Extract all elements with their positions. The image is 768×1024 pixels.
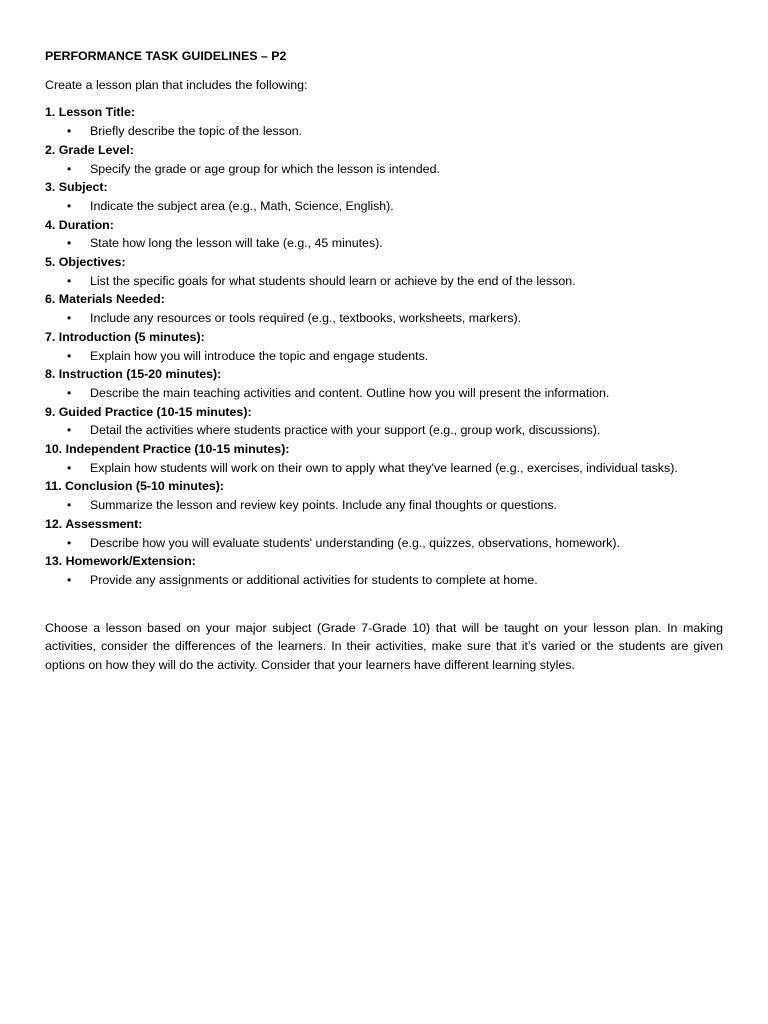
section-item <box>45 477 723 514</box>
bullet-text: Provide any assignments or additional activities for students to complete at home. <box>90 572 538 587</box>
section-item <box>45 552 723 589</box>
bullet-icon: • <box>67 273 72 288</box>
section-item <box>45 515 723 552</box>
bullet-text: State how long the lesson will take (e.g., 45 minutes). <box>90 236 383 251</box>
bullet-icon: • <box>67 124 72 139</box>
section-bullet <box>45 496 723 515</box>
bullet-icon: • <box>67 198 72 213</box>
bullet-text: Include any resources or tools required (e.g., textbooks, worksheets, markers). <box>90 311 522 326</box>
section-item <box>45 253 723 290</box>
bullet-icon: • <box>67 348 72 363</box>
section-heading: 1. Lesson Title: <box>45 105 135 120</box>
section-bullet <box>45 534 723 553</box>
bullet-text: Describe how you will evaluate students' understanding (e.g., quizzes, observations, homework). <box>90 535 620 550</box>
section-bullet <box>45 234 723 253</box>
section-item <box>45 216 723 253</box>
section-item <box>45 103 723 140</box>
section-bullet <box>45 122 723 141</box>
bullet-icon: • <box>67 498 72 513</box>
section-bullet <box>45 272 723 291</box>
section-list <box>45 103 723 589</box>
section-bullet <box>45 384 723 403</box>
bullet-icon: • <box>67 161 72 176</box>
bullet-icon: • <box>67 236 72 251</box>
document-title: PERFORMANCE TASK GUIDELINES – P2 <box>45 49 287 63</box>
section-heading: 6. Materials Needed: <box>45 292 165 307</box>
section-bullet <box>45 197 723 216</box>
bullet-text: List the specific goals for what students should learn or achieve by the end of the lesson. <box>90 273 576 288</box>
section-item <box>45 141 723 178</box>
section-heading: 8. Instruction (15-20 minutes): <box>45 367 222 382</box>
bullet-text: Briefly describe the topic of the lesson. <box>90 124 303 139</box>
bullet-icon: • <box>67 535 72 550</box>
section-heading: 5. Objectives: <box>45 255 126 270</box>
closing-paragraph: Choose a lesson based on your major subject (Grade 7-Grade 10) that will be taught on your lesson plan. In making activities, consider the differences of the learners. In their activities, make sure that it’s varied or the students are given options on how they will do the activity. Consider that your learners have different learning styles. <box>45 620 723 673</box>
section-bullet <box>45 160 723 179</box>
bullet-icon: • <box>67 572 72 587</box>
section-item <box>45 178 723 215</box>
bullet-text: Specify the grade or age group for which the lesson is intended. <box>90 161 440 176</box>
bullet-icon: • <box>67 385 72 400</box>
bullet-icon: • <box>67 460 72 475</box>
intro-text: Create a lesson plan that includes the following: <box>45 77 308 92</box>
section-heading: 4. Duration: <box>45 217 114 232</box>
bullet-icon: • <box>67 423 72 438</box>
section-item <box>45 328 723 365</box>
bullet-text: Explain how you will introduce the topic and engage students. <box>90 348 429 363</box>
section-heading: 3. Subject: <box>45 180 108 195</box>
section-bullet <box>45 571 723 590</box>
section-bullet <box>45 309 723 328</box>
section-bullet <box>45 459 723 478</box>
section-item <box>45 440 723 477</box>
section-bullet <box>45 421 723 440</box>
bullet-text: Summarize the lesson and review key points. Include any final thoughts or questions. <box>90 498 557 513</box>
section-heading: 13. Homework/Extension: <box>45 554 196 569</box>
section-item <box>45 365 723 402</box>
bullet-text: Explain how students will work on their own to apply what they've learned (e.g., exercises, individual tasks). <box>90 460 678 475</box>
section-item <box>45 403 723 440</box>
section-heading: 10. Independent Practice (10-15 minutes): <box>45 442 290 457</box>
section-heading: 2. Grade Level: <box>45 142 134 157</box>
section-heading: 7. Introduction (5 minutes): <box>45 329 205 344</box>
section-heading: 9. Guided Practice (10-15 minutes): <box>45 404 252 419</box>
section-heading: 11. Conclusion (5-10 minutes): <box>45 479 225 494</box>
bullet-text: Indicate the subject area (e.g., Math, Science, English). <box>90 198 394 213</box>
section-bullet <box>45 347 723 366</box>
section-item <box>45 290 723 327</box>
bullet-text: Describe the main teaching activities and content. Outline how you will present the information. <box>90 385 610 400</box>
section-heading: 12. Assessment: <box>45 516 143 531</box>
bullet-icon: • <box>67 311 72 326</box>
document-page <box>45 47 723 687</box>
bullet-text: Detail the activities where students practice with your support (e.g., group work, discussions). <box>90 423 601 438</box>
